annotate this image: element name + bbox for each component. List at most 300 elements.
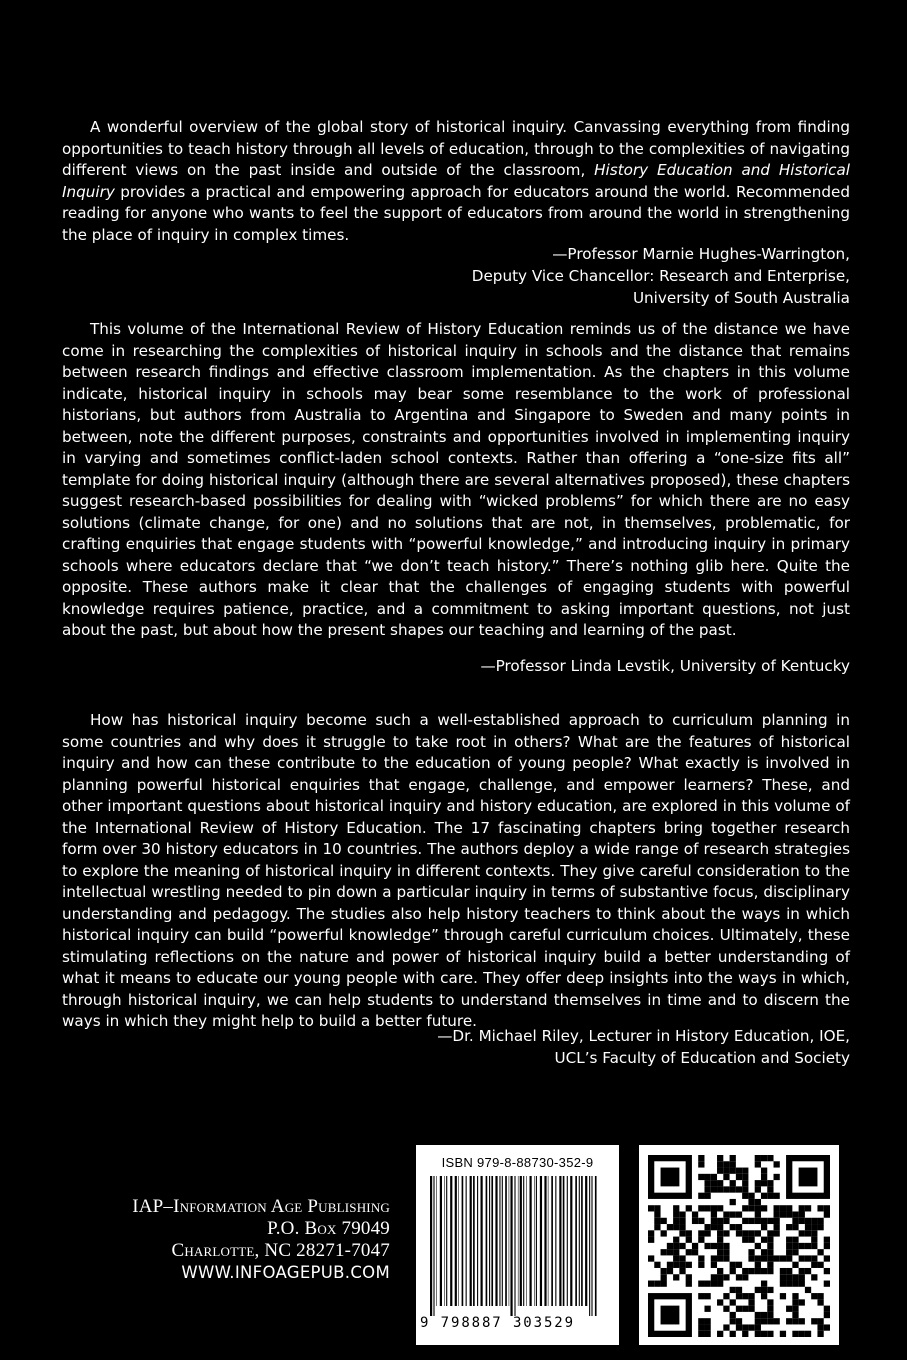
qr-module — [748, 1299, 754, 1305]
barcode-bar — [581, 1176, 583, 1306]
qr-module — [792, 1243, 798, 1249]
qr-module — [730, 1211, 736, 1217]
qr-module — [711, 1186, 717, 1192]
qr-module — [667, 1224, 673, 1230]
barcode-bar — [536, 1176, 537, 1306]
qr-module — [736, 1224, 742, 1230]
barcode-bar — [458, 1176, 459, 1306]
barcode-bar — [567, 1176, 568, 1306]
qr-module — [698, 1331, 704, 1337]
attribution-1-line-1: —Professor Marnie Hughes-Warrington, — [552, 245, 850, 263]
attribution-1-line-3: University of South Australia — [632, 289, 850, 307]
qr-module — [748, 1293, 754, 1299]
barcode-bar — [551, 1176, 553, 1306]
qr-module — [799, 1218, 805, 1224]
book-title-italic: History Education and Historical Inquiry — [62, 161, 850, 201]
qr-module — [780, 1281, 786, 1287]
qr-module — [704, 1224, 710, 1230]
qr-module — [742, 1331, 748, 1337]
qr-module — [711, 1274, 717, 1280]
qr-module — [805, 1331, 811, 1337]
qr-module — [648, 1255, 654, 1261]
qr-module — [761, 1255, 767, 1261]
qr-module — [761, 1224, 767, 1230]
qr-module — [799, 1268, 805, 1274]
barcode-bar — [489, 1176, 490, 1306]
qr-module — [767, 1249, 773, 1255]
qr-module — [717, 1331, 723, 1337]
qr-module — [792, 1218, 798, 1224]
qr-module — [742, 1306, 748, 1312]
barcode-bar — [430, 1176, 432, 1316]
qr-module — [767, 1299, 773, 1305]
qr-module — [774, 1224, 780, 1230]
qr-module — [686, 1237, 692, 1243]
qr-module — [717, 1218, 723, 1224]
qr-module — [786, 1249, 792, 1255]
qr-module — [748, 1324, 754, 1330]
qr-module — [811, 1230, 817, 1236]
barcode-bar — [436, 1176, 437, 1306]
qr-module — [723, 1324, 729, 1330]
qr-module — [824, 1281, 830, 1287]
qr-module — [723, 1243, 729, 1249]
qr-module — [761, 1249, 767, 1255]
qr-module — [774, 1205, 780, 1211]
qr-module — [767, 1318, 773, 1324]
qr-module — [748, 1249, 754, 1255]
qr-module — [774, 1218, 780, 1224]
qr-module — [774, 1161, 780, 1167]
qr-module — [817, 1331, 823, 1337]
qr-module — [799, 1281, 805, 1287]
qr-module — [786, 1237, 792, 1243]
attribution-1-line-2: Deputy Vice Chancellor: Research and Enterprise, — [471, 267, 850, 285]
qr-module — [792, 1281, 798, 1287]
qr-module — [786, 1268, 792, 1274]
barcode-bar — [555, 1176, 556, 1306]
qr-module — [799, 1255, 805, 1261]
qr-module — [717, 1168, 723, 1174]
publisher-website[interactable]: WWW.INFOAGEPUB.COM — [181, 1263, 390, 1282]
qr-module — [711, 1174, 717, 1180]
attribution-1 — [472, 243, 850, 309]
qr-module — [799, 1205, 805, 1211]
qr-module — [692, 1243, 698, 1249]
qr-module — [748, 1230, 754, 1236]
barcode-bar — [473, 1176, 475, 1306]
qr-module — [730, 1168, 736, 1174]
qr-module — [654, 1224, 660, 1230]
qr-module — [817, 1218, 823, 1224]
qr-module — [799, 1274, 805, 1280]
qr-module — [686, 1230, 692, 1236]
qr-module — [686, 1274, 692, 1280]
barcode-bar — [509, 1176, 510, 1306]
qr-module — [742, 1168, 748, 1174]
qr-module — [717, 1299, 723, 1305]
qr-module — [730, 1180, 736, 1186]
qr-module — [730, 1224, 736, 1230]
qr-module — [805, 1243, 811, 1249]
attribution-3 — [437, 1025, 850, 1069]
qr-module — [736, 1274, 742, 1280]
publisher-address-2: Charlotte, NC 28271-7047 — [171, 1240, 390, 1261]
isbn-barcode-label — [416, 1145, 619, 1345]
qr-module — [723, 1218, 729, 1224]
qr-module — [755, 1312, 761, 1318]
qr-module — [767, 1237, 773, 1243]
barcode-bar — [540, 1176, 542, 1306]
review-quote-2 — [62, 319, 850, 642]
qr-module — [692, 1211, 698, 1217]
qr-module — [755, 1268, 761, 1274]
qr-module — [755, 1186, 761, 1192]
qr-module — [761, 1174, 767, 1180]
qr-module — [799, 1230, 805, 1236]
qr-module — [742, 1230, 748, 1236]
qr-module — [686, 1249, 692, 1255]
barcode-bar — [446, 1176, 447, 1306]
qr-module — [698, 1218, 704, 1224]
qr-module — [717, 1224, 723, 1230]
qr-module — [698, 1193, 704, 1199]
qr-module — [799, 1318, 805, 1324]
qr-module — [692, 1249, 698, 1255]
barcode-bar — [499, 1176, 500, 1306]
qr-module — [723, 1161, 729, 1167]
qr-module — [811, 1293, 817, 1299]
qr-module — [679, 1262, 685, 1268]
attribution-2 — [480, 655, 850, 677]
qr-module — [717, 1230, 723, 1236]
qr-module — [755, 1230, 761, 1236]
qr-module — [723, 1255, 729, 1261]
qr-module — [736, 1306, 742, 1312]
barcode-digits: 9 798887 303529 — [420, 1315, 575, 1331]
qr-module — [736, 1318, 742, 1324]
qr-module — [824, 1268, 830, 1274]
qr-module — [748, 1268, 754, 1274]
barcode-bar — [466, 1176, 467, 1306]
qr-module — [736, 1211, 742, 1217]
qr-module — [824, 1312, 830, 1318]
qr-module — [824, 1205, 830, 1211]
qr-module — [780, 1293, 786, 1299]
qr-module — [742, 1293, 748, 1299]
barcode-bar — [589, 1176, 590, 1316]
qr-module — [805, 1287, 811, 1293]
qr-module — [711, 1218, 717, 1224]
qr-module — [704, 1293, 710, 1299]
qr-module — [767, 1287, 773, 1293]
qr-module — [824, 1243, 830, 1249]
qr-module — [717, 1186, 723, 1192]
qr-module — [711, 1205, 717, 1211]
qr-module — [817, 1299, 823, 1305]
qr-module — [755, 1161, 761, 1167]
qr-module — [730, 1155, 736, 1161]
barcode-bar — [455, 1176, 457, 1306]
qr-module — [661, 1218, 667, 1224]
qr-module — [767, 1306, 773, 1312]
qr-module — [817, 1205, 823, 1211]
qr-module — [704, 1281, 710, 1287]
qr-module — [704, 1230, 710, 1236]
qr-module — [679, 1268, 685, 1274]
qr-module — [667, 1249, 673, 1255]
barcode-bar — [591, 1176, 592, 1316]
qr-finder-pattern — [661, 1168, 680, 1187]
qr-module — [755, 1331, 761, 1337]
qr-finder-pattern — [661, 1306, 680, 1325]
qr-module — [736, 1186, 742, 1192]
qr-module — [723, 1168, 729, 1174]
qr-module — [742, 1237, 748, 1243]
barcode-bar — [520, 1176, 522, 1306]
qr-module — [717, 1237, 723, 1243]
qr-module — [723, 1274, 729, 1280]
qr-module — [811, 1255, 817, 1261]
barcode-bar — [491, 1176, 493, 1306]
qr-module — [742, 1174, 748, 1180]
attribution-3-line-2: UCL’s Faculty of Education and Society — [554, 1049, 850, 1067]
barcode-bar — [526, 1176, 527, 1306]
qr-module — [648, 1205, 654, 1211]
qr-module — [673, 1205, 679, 1211]
qr-module — [717, 1268, 723, 1274]
qr-module — [648, 1230, 654, 1236]
qr-module — [654, 1218, 660, 1224]
qr-module — [698, 1237, 704, 1243]
qr-module — [767, 1230, 773, 1236]
qr-module — [755, 1199, 761, 1205]
qr-module — [761, 1237, 767, 1243]
qr-module — [730, 1161, 736, 1167]
qr-module — [711, 1281, 717, 1287]
barcode-bar — [523, 1176, 524, 1306]
qr-finder-pattern — [799, 1168, 818, 1187]
qr-module — [723, 1249, 729, 1255]
qr-module — [780, 1268, 786, 1274]
qr-module — [723, 1211, 729, 1217]
qr-module — [767, 1331, 773, 1337]
qr-module — [704, 1193, 710, 1199]
qr-module — [780, 1331, 786, 1337]
qr-module — [824, 1211, 830, 1217]
qr-module — [711, 1224, 717, 1230]
qr-module — [723, 1230, 729, 1236]
qr-module — [786, 1318, 792, 1324]
qr-module — [748, 1205, 754, 1211]
qr-module — [661, 1268, 667, 1274]
qr-module — [792, 1211, 798, 1217]
qr-module — [742, 1180, 748, 1186]
qr-module — [730, 1268, 736, 1274]
qr-module — [755, 1255, 761, 1261]
qr-module — [661, 1249, 667, 1255]
qr-module — [748, 1237, 754, 1243]
qr-module — [755, 1318, 761, 1324]
qr-module — [761, 1331, 767, 1337]
qr-module — [805, 1205, 811, 1211]
qr-module — [723, 1174, 729, 1180]
qr-module — [711, 1180, 717, 1186]
qr-module — [667, 1243, 673, 1249]
qr-module — [792, 1249, 798, 1255]
barcode-bar — [548, 1176, 549, 1306]
qr-module — [792, 1312, 798, 1318]
qr-module — [755, 1205, 761, 1211]
qr-module — [717, 1161, 723, 1167]
qr-module — [698, 1262, 704, 1268]
qr-module — [774, 1211, 780, 1217]
qr-module — [742, 1268, 748, 1274]
qr-module — [711, 1211, 717, 1217]
qr-module — [742, 1274, 748, 1280]
qr-module — [711, 1255, 717, 1261]
barcode-bar — [579, 1176, 580, 1306]
qr-module — [736, 1174, 742, 1180]
qr-module — [679, 1218, 685, 1224]
qr-module — [730, 1262, 736, 1268]
qr-module — [748, 1199, 754, 1205]
barcode-bar — [514, 1176, 515, 1316]
barcode-bar — [444, 1176, 445, 1306]
qr-module — [786, 1306, 792, 1312]
qr-module — [792, 1262, 798, 1268]
qr-module — [704, 1180, 710, 1186]
qr-module — [792, 1293, 798, 1299]
qr-module — [679, 1243, 685, 1249]
qr-module — [679, 1230, 685, 1236]
qr-module — [704, 1318, 710, 1324]
barcode-bar — [462, 1176, 464, 1306]
barcode-bar — [510, 1176, 512, 1316]
qr-module — [711, 1262, 717, 1268]
qr-module — [799, 1299, 805, 1305]
qr-module — [648, 1237, 654, 1243]
barcode-bars — [428, 1176, 608, 1316]
qr-module — [717, 1243, 723, 1249]
qr-module — [673, 1262, 679, 1268]
qr-module — [673, 1237, 679, 1243]
qr-module — [736, 1230, 742, 1236]
qr-module — [704, 1243, 710, 1249]
qr-module — [786, 1224, 792, 1230]
qr-module — [698, 1255, 704, 1261]
qr-module — [698, 1161, 704, 1167]
qr-module — [736, 1324, 742, 1330]
qr-module — [761, 1180, 767, 1186]
quote-2-text: This volume of the International Review of History Education reminds us of the distance we have come in researching the complexities of historical inquiry in schools and the distance that remains between research findings and effective classroom implementation. As the chapters in this volume indicate, historical inquiry in schools may bear some resemblance to the work of professional historians, but authors from Australia to Argentina and Singapore to Sweden and many points in between, note the different purposes, constraints and opportunities involved in implementing inquiry in varying and sometimes conflict-laden school contexts. Rather than offering a “one-size fits all” template for doing historical inquiry (although there are several alternatives proposed), these chapters suggest research-based possibilities for dealing with “wicked problems” for which there are no easy solutions (climate change, for one) and no solutions that are not, in themselves, problematic, for crafting enquiries that engage students with “powerful knowledge,” and introducing inquiry in primary schools where educators declare that “we don’t teach history.” There’s nothing glib here. Quite the opposite. These authors make it clear that the challenges of engaging students with powerful knowledge requires patience, practice, and a commitment to asking important questions, not just about the past, but about how the present shapes our teaching and learning of the past. — [62, 320, 850, 639]
barcode-bar — [585, 1176, 587, 1306]
barcode-bar — [570, 1176, 572, 1306]
qr-module — [761, 1268, 767, 1274]
qr-module — [767, 1312, 773, 1318]
qr-module — [698, 1293, 704, 1299]
qr-module — [717, 1249, 723, 1255]
qr-module — [767, 1218, 773, 1224]
book-description — [62, 710, 850, 1033]
qr-module — [805, 1218, 811, 1224]
barcode-bar — [470, 1176, 472, 1306]
publisher-name: IAP–Information Age Publishing — [132, 1196, 390, 1217]
qr-module — [786, 1211, 792, 1217]
qr-module — [811, 1262, 817, 1268]
qr-module — [654, 1281, 660, 1287]
barcode-bar — [595, 1176, 597, 1316]
qr-module — [704, 1186, 710, 1192]
qr-module — [824, 1255, 830, 1261]
qr-module — [761, 1287, 767, 1293]
barcode-bar — [505, 1176, 507, 1306]
qr-module — [774, 1318, 780, 1324]
barcode-bar — [481, 1176, 483, 1306]
qr-module — [730, 1318, 736, 1324]
qr-module — [774, 1230, 780, 1236]
qr-module — [748, 1218, 754, 1224]
qr-module — [717, 1255, 723, 1261]
qr-module — [755, 1324, 761, 1330]
qr-module — [717, 1180, 723, 1186]
qr-module — [673, 1274, 679, 1280]
qr-module — [686, 1205, 692, 1211]
qr-module — [679, 1224, 685, 1230]
qr-module — [717, 1155, 723, 1161]
qr-module — [761, 1193, 767, 1199]
qr-module — [654, 1205, 660, 1211]
qr-module — [811, 1243, 817, 1249]
qr-module — [805, 1268, 811, 1274]
qr-module — [698, 1155, 704, 1161]
qr-module — [767, 1255, 773, 1261]
quote-1-text-after: provides a practical and empowering approach for educators around the world. Recommended reading for anyone who wants to feel the support of educators from around the world in strengthening the place of inquiry in complex times. — [62, 182, 850, 244]
qr-module — [767, 1155, 773, 1161]
qr-module — [780, 1211, 786, 1217]
qr-module — [654, 1211, 660, 1217]
qr-module — [661, 1230, 667, 1236]
qr-module — [654, 1262, 660, 1268]
qr-module — [811, 1318, 817, 1324]
qr-module — [742, 1218, 748, 1224]
qr-module — [730, 1312, 736, 1318]
qr-module — [736, 1168, 742, 1174]
isbn-text: ISBN 979-8-88730-352-9 — [441, 1155, 594, 1170]
qr-module — [792, 1274, 798, 1280]
qr-module — [673, 1211, 679, 1217]
qr-module — [817, 1262, 823, 1268]
qr-module — [761, 1312, 767, 1318]
qr-module — [761, 1168, 767, 1174]
qr-module — [792, 1318, 798, 1324]
qr-module — [761, 1293, 767, 1299]
qr-module — [704, 1306, 710, 1312]
qr-module — [748, 1193, 754, 1199]
barcode-bar — [518, 1176, 519, 1306]
qr-module — [767, 1243, 773, 1249]
qr-module — [717, 1274, 723, 1280]
qr-module — [774, 1255, 780, 1261]
barcode-bar — [433, 1176, 434, 1316]
qr-module — [736, 1262, 742, 1268]
qr-module — [824, 1237, 830, 1243]
barcode-bar — [575, 1176, 577, 1306]
qr-module — [799, 1243, 805, 1249]
quote-1-text-before: A wonderful overview of the global story of historical inquiry. Canvassing everything from finding opportunities to teach history through all levels of education, through to the complexities of navigating different views on the past inside and outside of the classroom, — [62, 118, 850, 179]
qr-module — [673, 1224, 679, 1230]
qr-module — [742, 1186, 748, 1192]
